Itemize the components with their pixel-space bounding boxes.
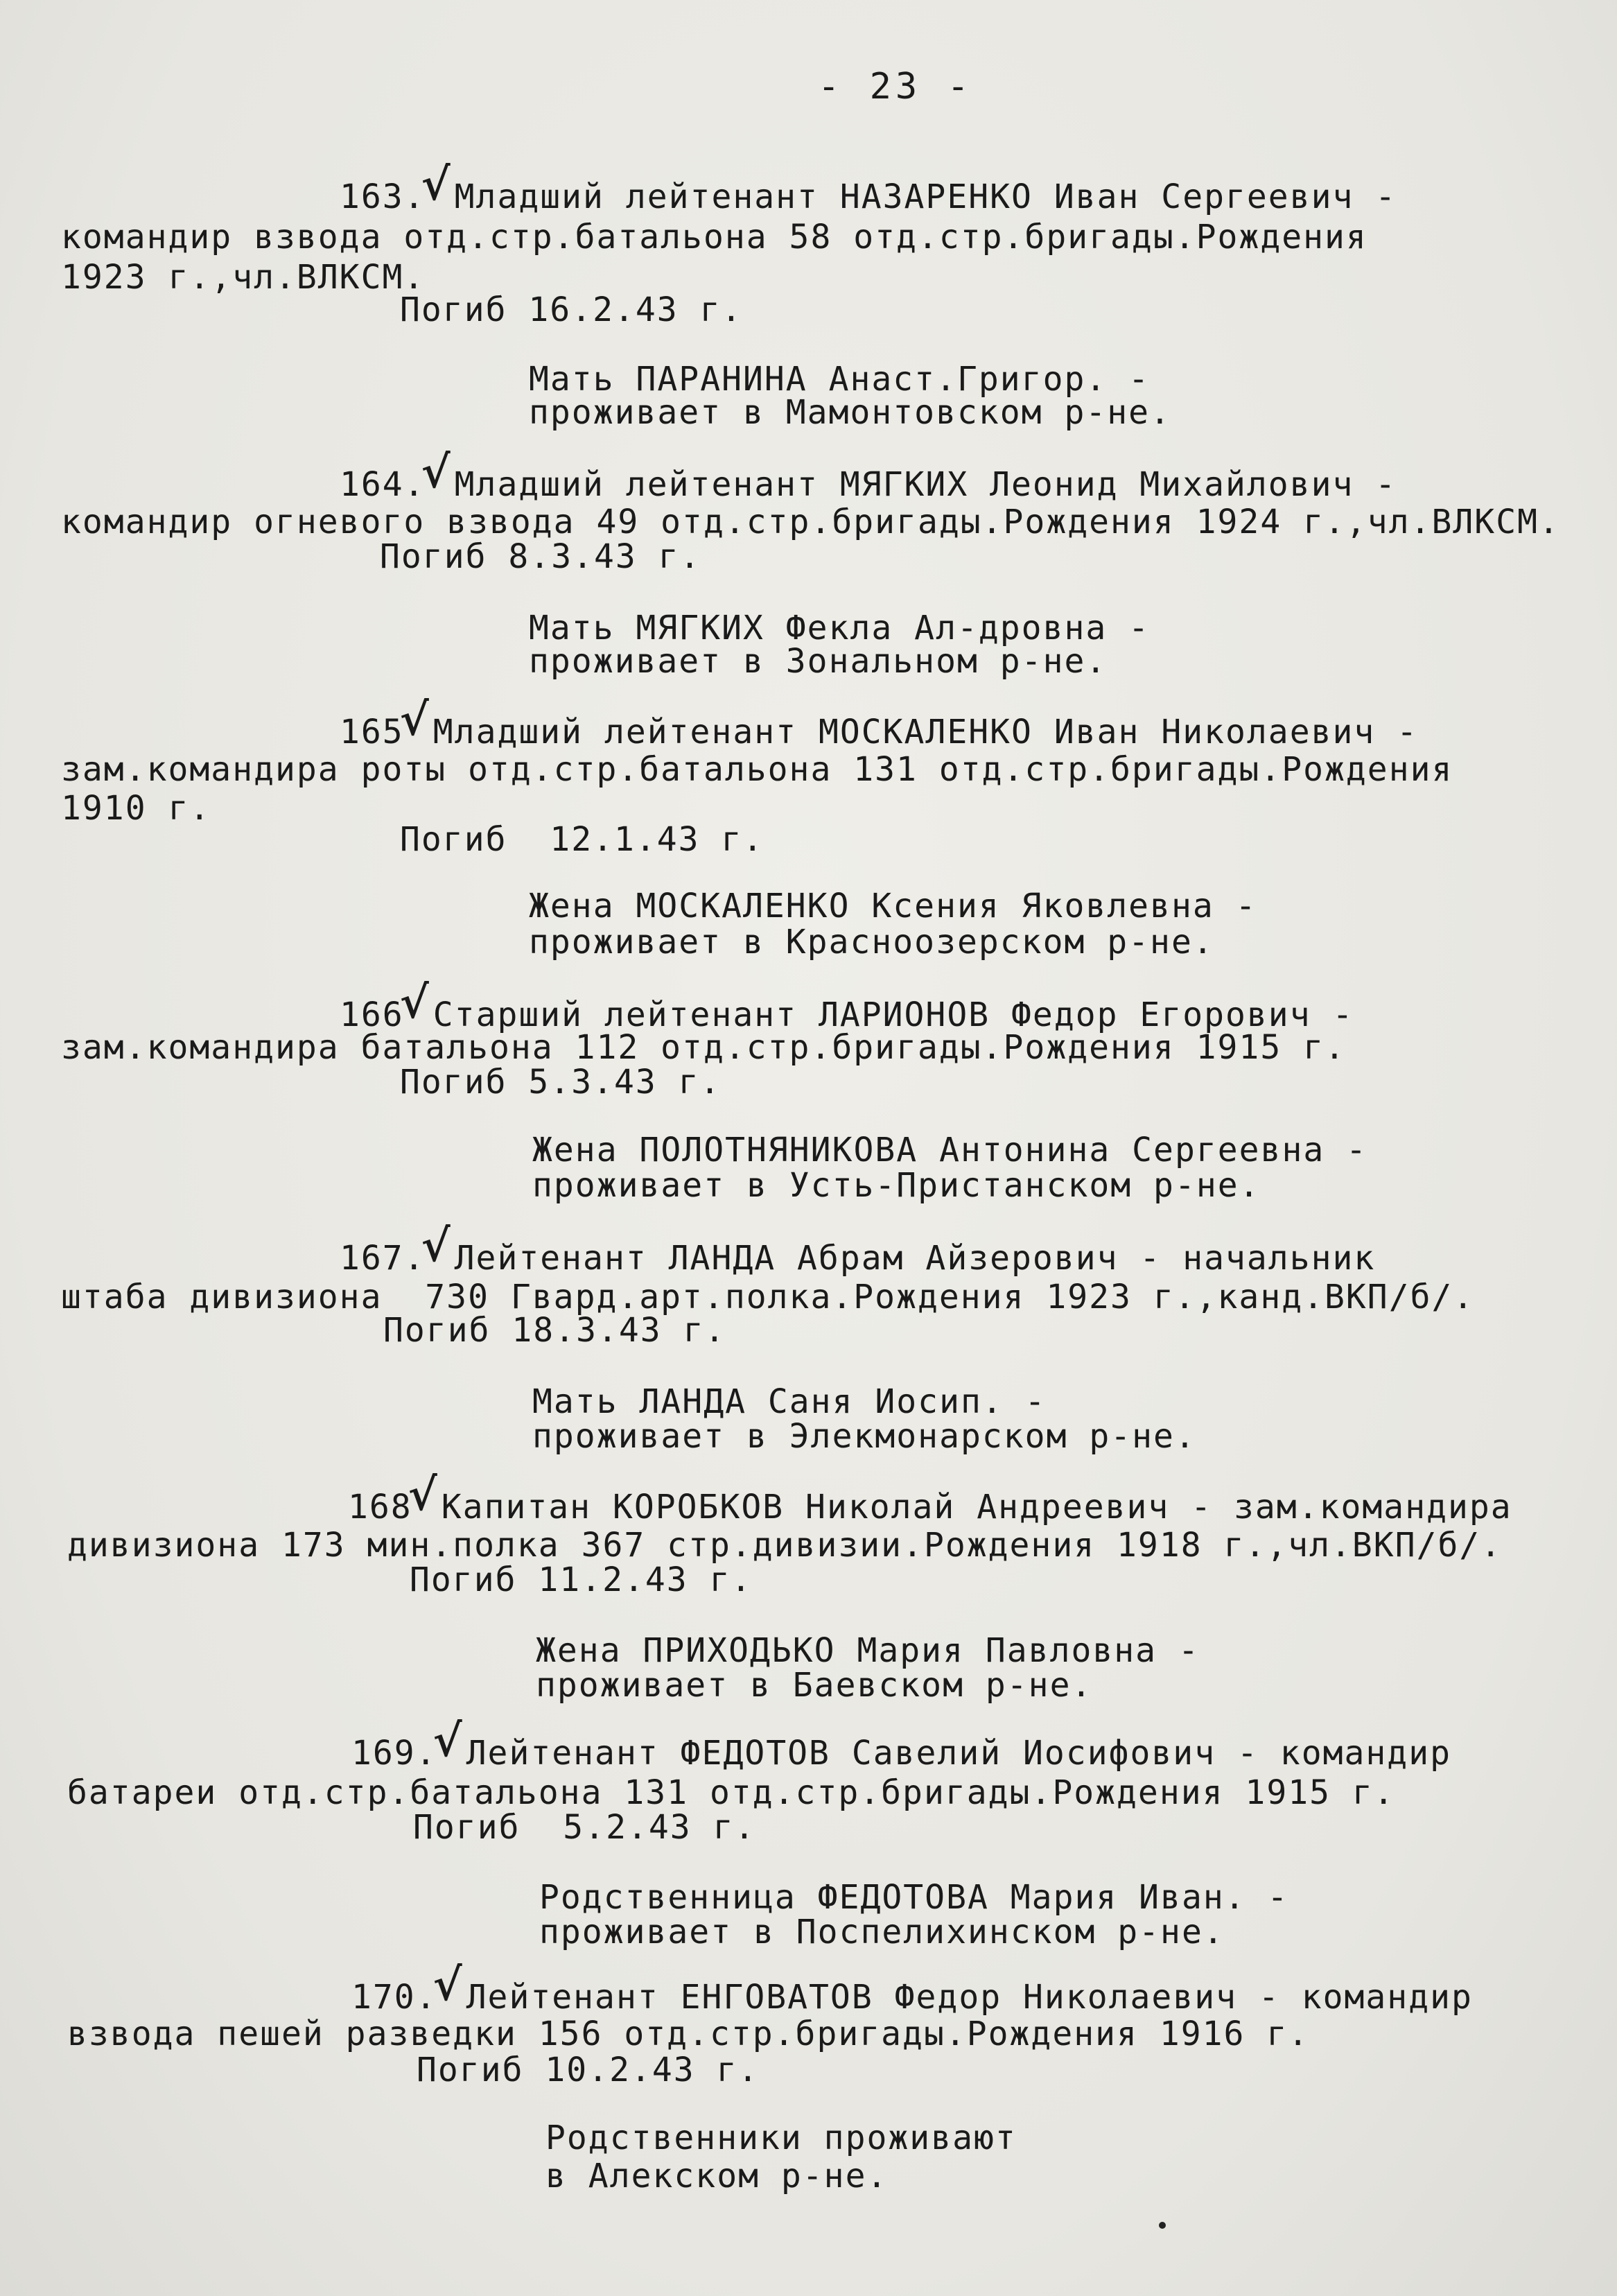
entry-165-heading — [340, 694, 1419, 752]
entry-number: 166 — [340, 995, 404, 1034]
entry-168-died: Погиб 11.2.43 г. — [410, 1560, 753, 1599]
entry-169-relative: Родственница ФЕДОТОВА Мария Иван. - — [539, 1878, 1289, 1917]
entry-166-relative: Жена ПОЛОТНЯНИКОВА Антонина Сергеевна - — [532, 1131, 1368, 1169]
entry-168-heading — [348, 1469, 1512, 1527]
entry-169-heading — [351, 1715, 1451, 1773]
entry-title: Младший лейтенант НАЗАРЕНКО Иван Сергеевич - — [454, 177, 1397, 216]
entry-166-line2: зам.командира батальона 112 отд.стр.бригады.Рождения 1915 г. — [61, 1028, 1346, 1067]
entry-163-line3: 1923 г.,чл.ВЛКСМ. — [61, 258, 426, 297]
check-mark-icon: √ — [421, 159, 452, 211]
entry-number: 163. — [340, 177, 426, 216]
entry-170-heading — [351, 1959, 1473, 2017]
entry-164-relative: Мать МЯГКИХ Фекла Ал-дровна - — [529, 609, 1151, 647]
entry-163-heading — [340, 159, 1397, 217]
check-mark-icon: √ — [432, 1959, 464, 2011]
check-mark-icon: √ — [399, 977, 430, 1029]
entry-164-died: Погиб 8.3.43 г. — [380, 537, 701, 576]
entry-title: Капитан КОРОБКОВ Николай Андреевич - зам.командира — [441, 1488, 1512, 1527]
entry-167-heading — [340, 1220, 1376, 1278]
check-mark-icon: √ — [399, 694, 430, 746]
entry-170-line2: взвода пешей разведки 156 отд.стр.бригады.Рождения 1916 г. — [67, 2015, 1310, 2053]
entry-167-died: Погиб 18.3.43 г. — [383, 1311, 726, 1350]
entry-170-died: Погиб 10.2.43 г. — [417, 2051, 760, 2089]
entry-169-died: Погиб 5.2.43 г. — [413, 1808, 756, 1847]
page-number: - 23 - — [818, 66, 973, 107]
entry-165-line2: зам.командира роты отд.стр.батальона 131 отд.стр.бригады.Рождения — [61, 750, 1453, 789]
entry-number: 164. — [340, 465, 426, 504]
entry-167-line2: штаба дивизиона 730 Гвард.арт.полка.Рождения 1923 г.,канд.ВКП/б/. — [61, 1278, 1475, 1316]
entry-170-relative: Родственники проживают — [545, 2119, 1017, 2157]
entry-title: Лейтенант ФЕДОТОВ Савелий Иосифович - командир — [466, 1734, 1451, 1773]
entry-163-line2: командир взвода отд.стр.батальона 58 отд.стр.бригады.Рождения — [61, 218, 1367, 256]
entry-168-relative: Жена ПРИХОДЬКО Мария Павловна - — [536, 1631, 1200, 1670]
entry-title: Младший лейтенант МЯГКИХ Леонид Михайлович - — [454, 465, 1397, 504]
entry-title: Лейтенант ЕНГОВАТОВ Федор Николаевич - командир — [466, 1978, 1473, 2017]
entry-163-address: проживает в Мамонтовском р-не. — [529, 393, 1171, 432]
entry-166-died: Погиб 5.3.43 г. — [400, 1063, 722, 1102]
entry-164-line2: командир огневого взвода 49 отд.стр.бригады.Рождения 1924 г.,чл.ВЛКСМ. — [61, 503, 1560, 541]
check-mark-icon: √ — [421, 1220, 452, 1272]
entry-164-address: проживает в Зональном р-не. — [529, 642, 1108, 681]
entry-168-line2: дивизиона 173 мин.полка 367 стр.дивизии.Рождения 1918 г.,чл.ВКП/б/. — [67, 1526, 1503, 1565]
check-mark-icon: √ — [408, 1469, 439, 1521]
entry-165-died: Погиб 12.1.43 г. — [400, 820, 764, 859]
check-mark-icon: √ — [432, 1715, 464, 1767]
check-mark-icon: √ — [421, 446, 452, 498]
entry-title: Старший лейтенант ЛАРИОНОВ Федор Егорович - — [432, 995, 1354, 1034]
entry-169-address: проживает в Поспелихинском р-не. — [539, 1913, 1225, 1951]
entry-number: 165 — [340, 713, 404, 751]
entry-165-address: проживает в Красноозерском р-не. — [529, 923, 1214, 962]
entry-168-address: проживает в Баевском р-не. — [536, 1666, 1093, 1705]
entry-165-relative: Жена МОСКАЛЕНКО Ксения Яковлевна - — [529, 887, 1257, 925]
ink-dot — [1159, 2222, 1166, 2229]
entry-title: Лейтенант ЛАНДА Абрам Айзерович - начальник — [454, 1239, 1376, 1278]
entry-163-died: Погиб 16.2.43 г. — [400, 290, 743, 329]
entry-166-address: проживает в Усть-Пристанском р-не. — [532, 1166, 1261, 1205]
entry-164-heading — [340, 446, 1397, 505]
entry-167-relative: Мать ЛАНДА Саня Иосип. - — [532, 1382, 1047, 1421]
entry-number: 169. — [351, 1734, 437, 1773]
entry-169-line2: батареи отд.стр.батальона 131 отд.стр.бригады.Рождения 1915 г. — [67, 1773, 1395, 1812]
entry-title: Младший лейтенант МОСКАЛЕНКО Иван Николаевич - — [432, 713, 1419, 751]
entry-165-line3: 1910 г. — [61, 789, 211, 828]
entry-number: 168 — [348, 1488, 412, 1527]
entry-number: 170. — [351, 1978, 437, 2017]
entry-170-address: в Алекском р-не. — [545, 2157, 889, 2195]
entry-167-address: проживает в Элекмонарском р-не. — [532, 1417, 1196, 1456]
entry-163-relative: Мать ПАРАНИНА Анаст.Григор. - — [529, 360, 1151, 399]
entry-number: 167. — [340, 1239, 426, 1278]
